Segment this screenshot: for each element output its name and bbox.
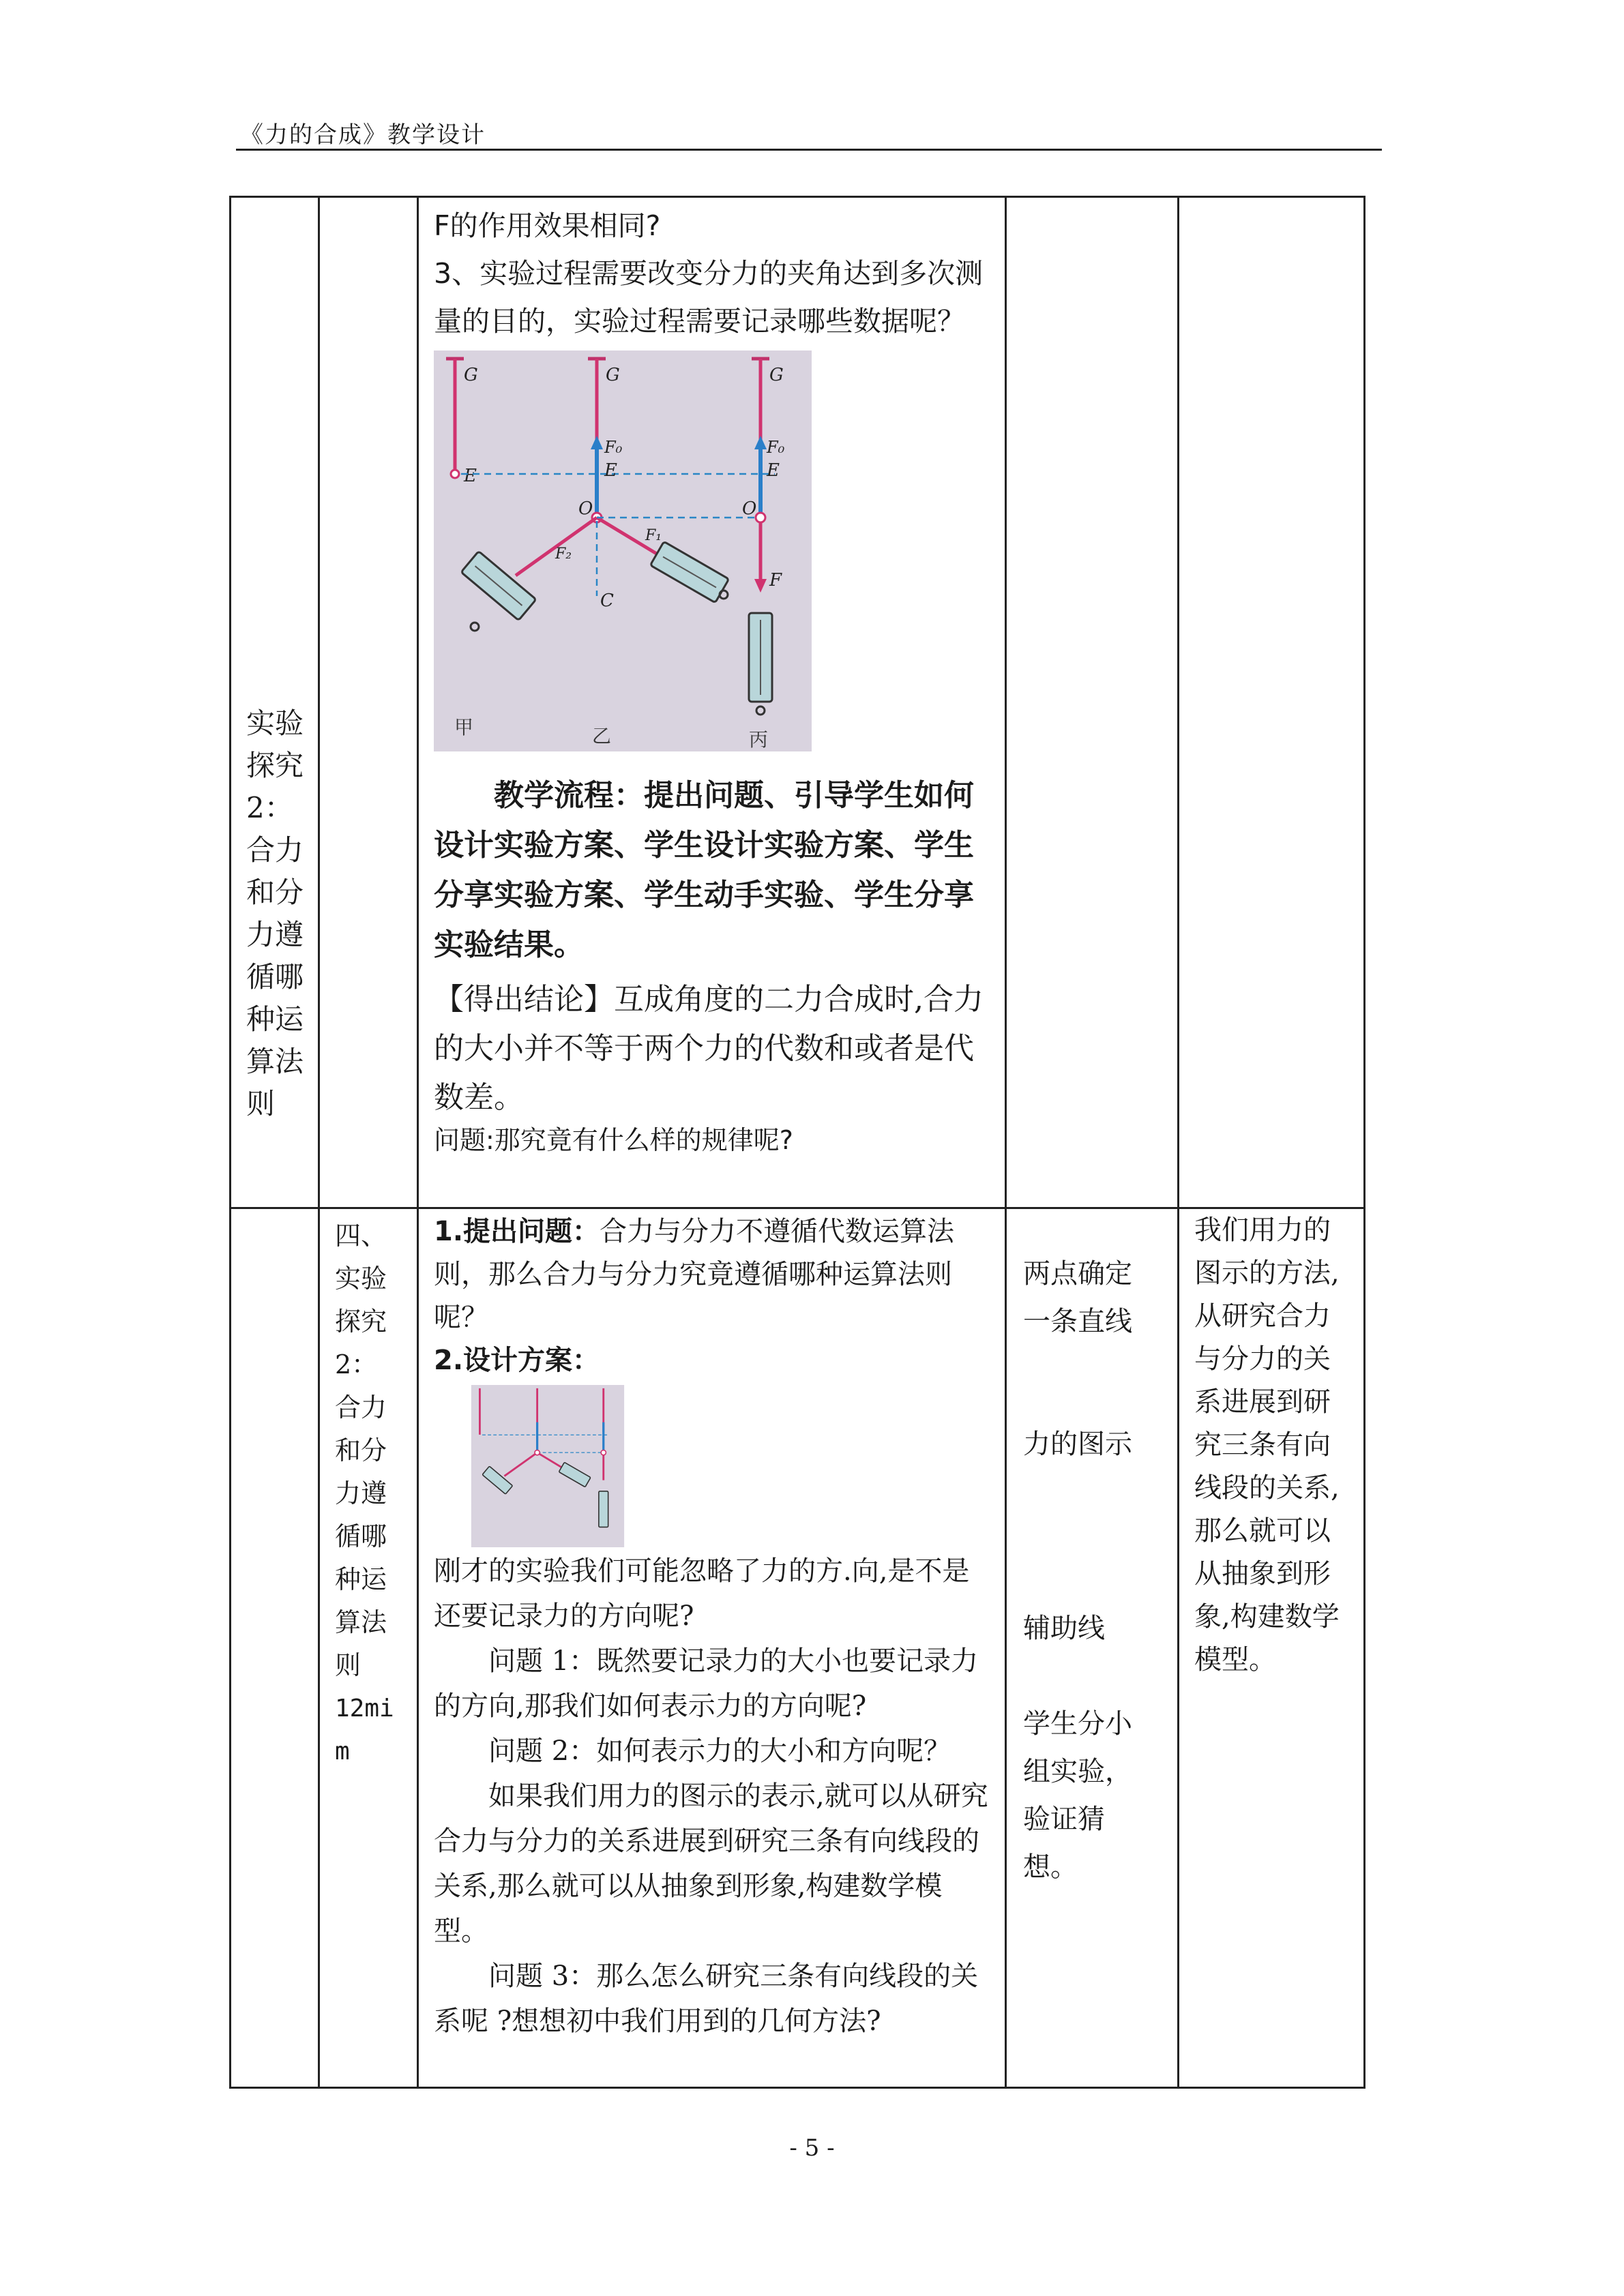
label-o: O bbox=[742, 498, 757, 519]
note-item: 两点确定一条直线 bbox=[1023, 1258, 1132, 1337]
stage-line: 12mi bbox=[335, 1695, 394, 1723]
label-e: E bbox=[604, 460, 617, 481]
page-number: - 5 - bbox=[789, 2134, 835, 2162]
label-e: E bbox=[767, 460, 780, 481]
label-g: G bbox=[606, 365, 620, 385]
text-line: F的作用效果相同? bbox=[434, 209, 661, 242]
raise-label: 1.提出问题： bbox=[434, 1216, 600, 1247]
stage-line: 循哪 bbox=[335, 1521, 387, 1551]
label-bing: 丙 bbox=[749, 728, 769, 751]
label-g: G bbox=[769, 365, 784, 385]
label-c: C bbox=[600, 591, 614, 611]
stage-cell bbox=[231, 197, 319, 1208]
design-intent: 我们用力的图示的方法,从研究合力与分力的关系进展到研究三条有向线段的关系,那么就可以从抽象到形象,构建数学模型。 bbox=[1194, 1214, 1340, 1675]
stage-line: 力遵 bbox=[335, 1478, 387, 1508]
note-item: 力的图示 bbox=[1023, 1429, 1132, 1460]
design-label: 2.设计方案： bbox=[434, 1345, 600, 1376]
stage-line: 四、 bbox=[335, 1221, 387, 1251]
stage-line: 和分 bbox=[335, 1435, 387, 1465]
stage-line: 探究 bbox=[335, 1307, 387, 1337]
stage-cell bbox=[319, 1208, 418, 2088]
header-rule bbox=[236, 149, 1382, 151]
stage-label: 实验探究2：合力和分力遵循哪种运算法则 bbox=[246, 706, 304, 1120]
experiment-figure bbox=[434, 351, 812, 751]
label-yi: 乙 bbox=[592, 725, 612, 747]
student-activity-cell bbox=[1006, 1208, 1179, 2088]
question-1: 问题 1：既然要记录力的大小也要记录力的方向,那我们如何表示力的方向呢? bbox=[434, 1645, 979, 1722]
label-jia: 甲 bbox=[454, 716, 474, 739]
label-f: F bbox=[769, 570, 782, 591]
note-item: 辅助线 bbox=[1023, 1613, 1105, 1644]
question-2: 问题 2：如何表示力的大小和方向呢？ bbox=[488, 1735, 951, 1767]
label-o: O bbox=[578, 498, 593, 519]
empty-cell bbox=[1179, 197, 1365, 1208]
content-cell bbox=[418, 1208, 1006, 2088]
conclusion: 【得出结论】互成角度的二力合成时,合力的大小并不等于两个力的代数和或者是代数差。 bbox=[434, 982, 984, 1115]
question-3: 问题 3：那么怎么研究三条有向线段的关系呢 ?想想初中我们用到的几何方法? bbox=[434, 1960, 979, 2037]
teaching-flow: 教学流程：提出问题、引导学生如何设计实验方案、学生设计实验方案、学生分享实验方案、学生动手实验、学生分享实验结果。 bbox=[434, 778, 974, 962]
document-header: 《力的合成》教学设计 bbox=[240, 121, 486, 149]
raise-text: 合力与分力不遵循代数运算法则，那么合力与分力究竟遵循哪种运算法则呢？ bbox=[434, 1216, 955, 1333]
label-e: E bbox=[464, 466, 477, 486]
label-f0: F₀ bbox=[767, 438, 785, 457]
empty-cell bbox=[231, 1208, 319, 2088]
empty-cell bbox=[1006, 197, 1179, 1208]
empty-cell bbox=[319, 197, 418, 1208]
paragraph: 刚才的实验我们可能忽略了力的方.向,是不是还要记录力的方向呢? bbox=[434, 1555, 970, 1632]
lesson-table bbox=[229, 196, 1365, 2089]
question-line: 问题:那究竟有什么样的规律呢? bbox=[434, 1125, 793, 1155]
stage-line: m bbox=[335, 1738, 350, 1765]
stage-line: 2： bbox=[335, 1350, 378, 1380]
table-row bbox=[231, 197, 1365, 1208]
experiment-figure-small bbox=[434, 1385, 662, 1547]
paragraph: 如果我们用力的图示的表示,就可以从研究合力与分力的关系进展到研究三条有向线段的关系,那么就可以从抽象到形象,构建数学模型。 bbox=[434, 1780, 988, 1947]
label-f2: F₂ bbox=[555, 546, 572, 563]
stage-line: 实验 bbox=[335, 1264, 387, 1294]
stage-line: 则 bbox=[335, 1650, 361, 1680]
label-f0: F₀ bbox=[604, 438, 623, 457]
stage-line: 合力 bbox=[335, 1392, 387, 1422]
text-line: 3、实验过程需要改变分力的夹角达到多次测量的目的，实验过程需要记录哪些数据呢？ bbox=[434, 257, 984, 338]
label-g: G bbox=[464, 365, 478, 385]
label-f1: F₁ bbox=[645, 527, 662, 544]
note-item: 学生分小组实验，验证猜想。 bbox=[1023, 1708, 1132, 1883]
table-row bbox=[231, 1208, 1365, 2088]
stage-line: 算法 bbox=[335, 1607, 387, 1637]
stage-line: 种运 bbox=[335, 1564, 387, 1594]
content-cell bbox=[418, 197, 1006, 1208]
design-intent-cell bbox=[1179, 1208, 1365, 2088]
